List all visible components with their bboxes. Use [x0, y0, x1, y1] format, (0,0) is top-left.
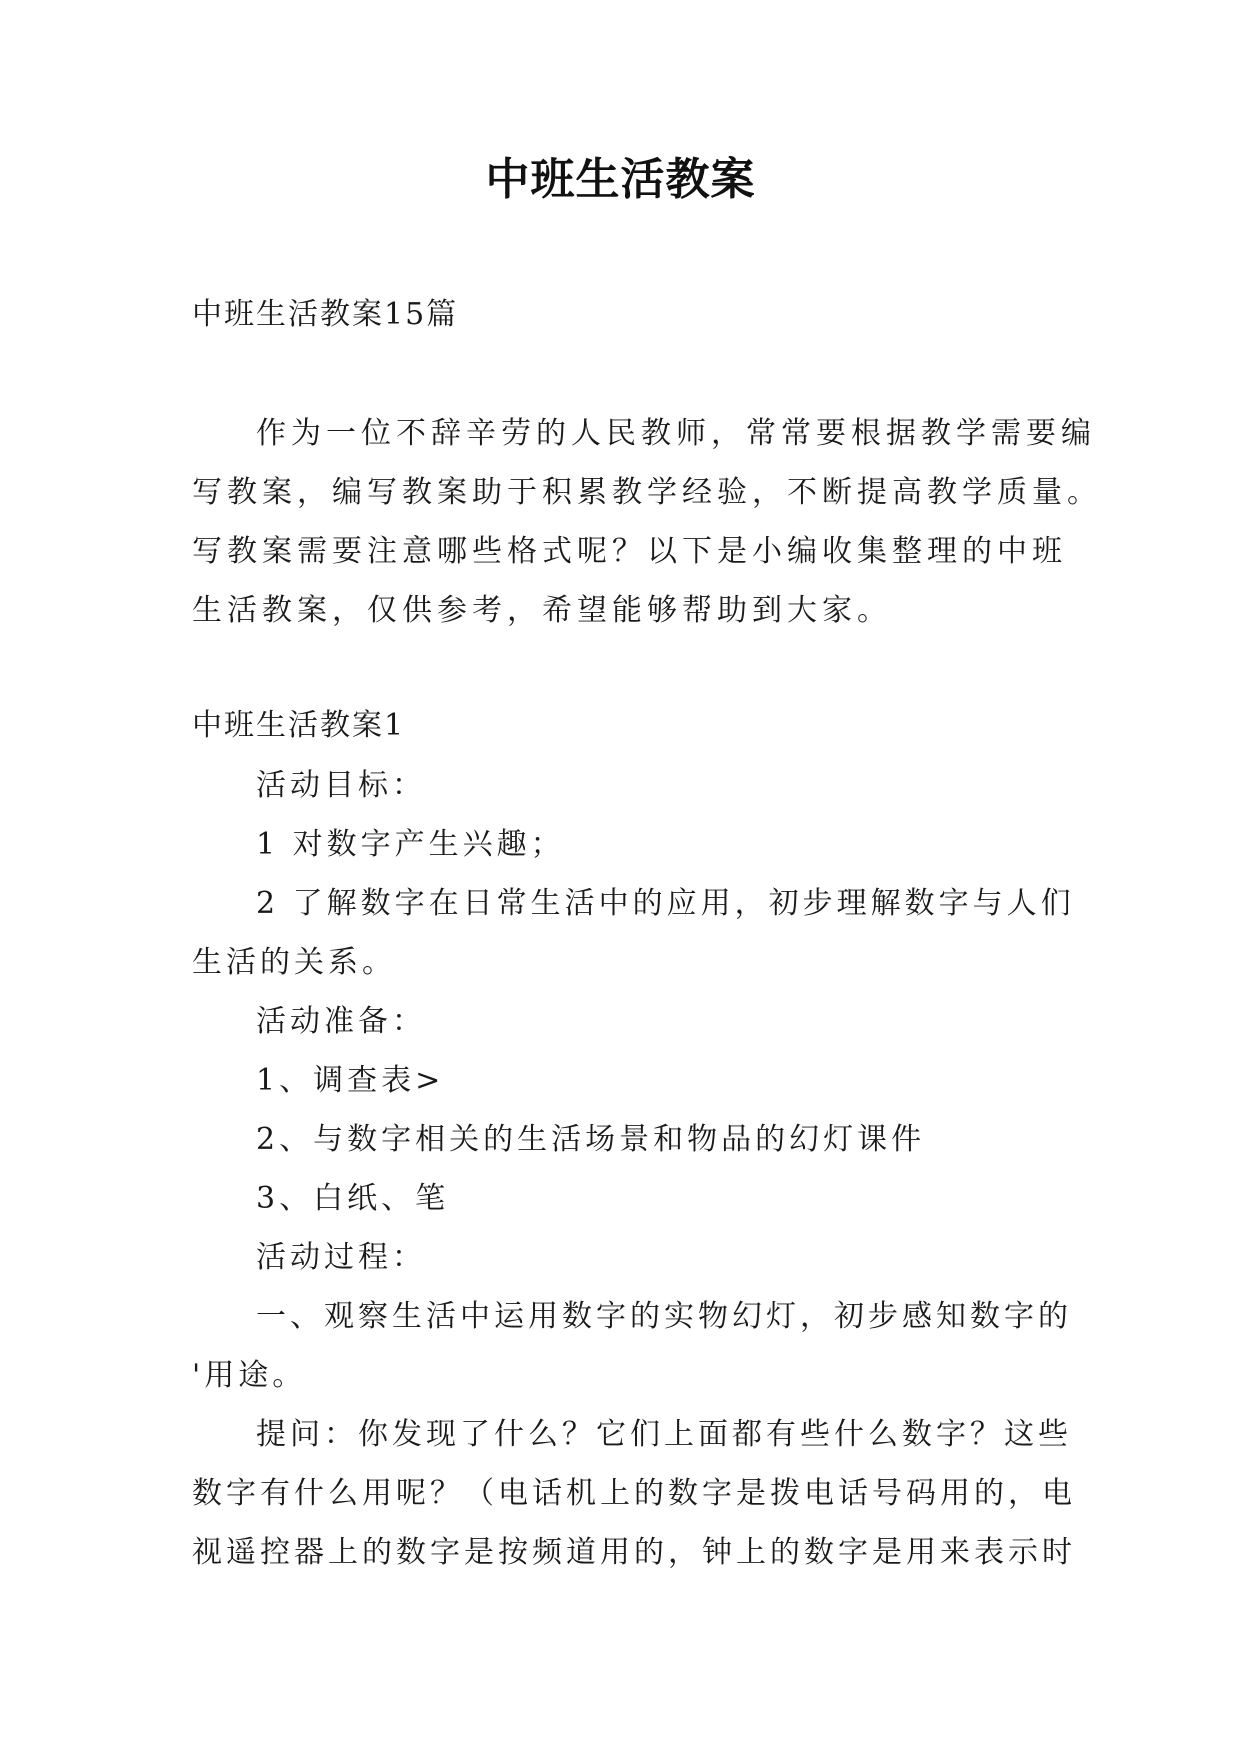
question-continuation: 视遥控器上的数字是按频道用的，钟上的数字是用来表示时	[192, 1535, 1076, 1570]
document-subtitle: 中班生活教案15篇	[192, 297, 459, 332]
process-step-continuation: '用途。	[192, 1358, 307, 1393]
question-continuation: 数字有什么用呢？（电话机上的数字是拨电话号码用的，电	[192, 1476, 1076, 1511]
prep-item: 2、与数字相关的生活场景和物品的幻灯课件	[256, 1122, 926, 1157]
intro-line: 写教案，编写教案助于积累教学经验，不断提高教学质量。	[192, 475, 1102, 510]
goal-item: 1 对数字产生兴趣；	[256, 827, 565, 862]
prep-item: 1、调查表>	[256, 1063, 445, 1098]
process-step: 一、观察生活中运用数字的实物幻灯，初步感知数字的	[256, 1299, 1072, 1334]
intro-line: 写教案需要注意哪些格式呢？以下是小编收集整理的中班	[192, 534, 1067, 569]
intro-line: 作为一位不辞辛劳的人民教师，常常要根据教学需要编	[256, 416, 1096, 451]
section-body	[192, 756, 1076, 1582]
activity-process-label: 活动过程：	[256, 1240, 426, 1275]
goal-item: 2 了解数字在日常生活中的应用，初步理解数字与人们	[256, 886, 1075, 921]
activity-goals-label: 活动目标：	[256, 768, 426, 803]
goal-item-continuation: 生活的关系。	[192, 945, 396, 980]
prep-item: 3、白纸、笔	[256, 1181, 450, 1216]
intro-line: 生活教案，仅供参考，希望能够帮助到大家。	[192, 593, 892, 628]
section-heading: 中班生活教案1	[192, 708, 406, 743]
intro-paragraph	[192, 404, 1102, 640]
question-paragraph: 提问：你发现了什么？它们上面都有些什么数字？这些	[256, 1417, 1072, 1452]
document-title: 中班生活教案	[485, 154, 756, 205]
activity-prep-label: 活动准备：	[256, 1004, 426, 1039]
